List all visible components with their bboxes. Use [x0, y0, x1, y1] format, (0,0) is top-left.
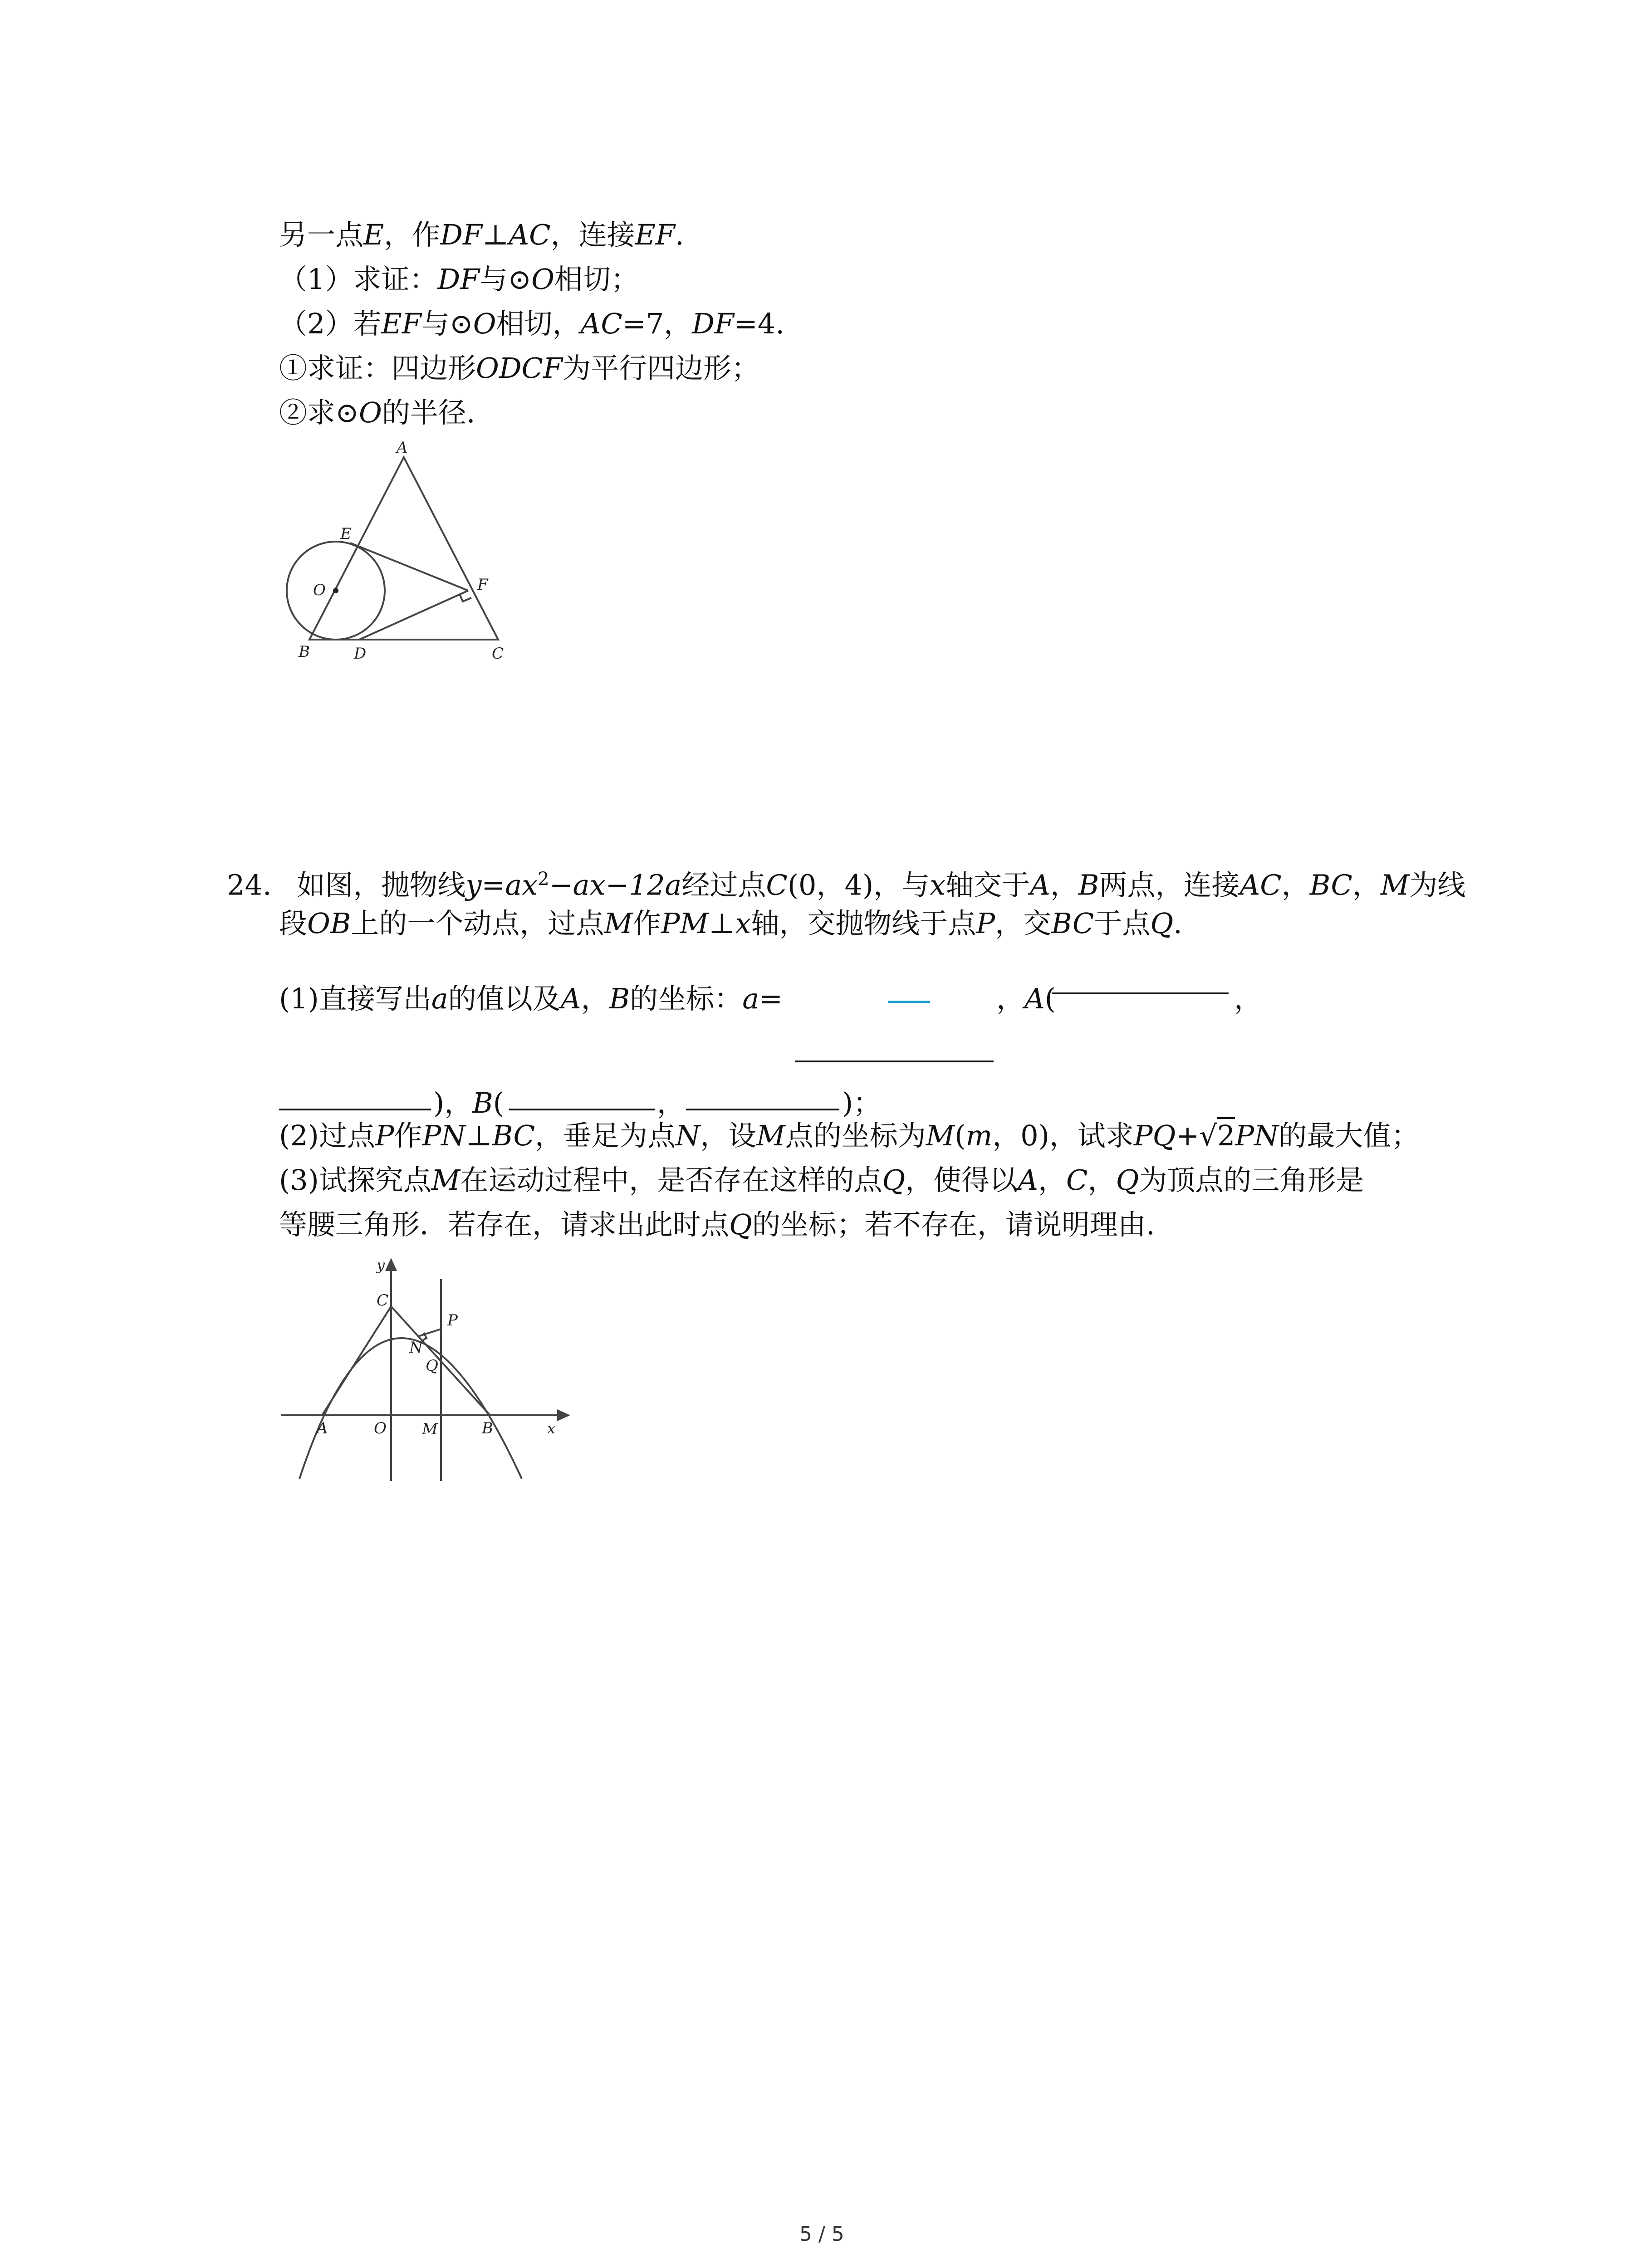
label-F: F — [477, 576, 488, 594]
right-angle-mark-f — [460, 594, 471, 601]
q23-subpart2: ②求⊙O的半径. — [279, 396, 475, 429]
label-E: E — [340, 525, 352, 543]
segment-df — [359, 591, 468, 640]
label-B: B — [299, 643, 310, 661]
segment-ef — [350, 543, 468, 591]
q24-part1-end: )； — [842, 1086, 882, 1119]
q24-parabola-figure — [272, 1252, 581, 1488]
label-M: M — [422, 1420, 438, 1438]
q24-stem-line1: 24. 如图，抛物线$y=ax^2-ax-12a$经过点C(0，4)，与x轴交于A，B两点，连接AC，BC，M为线 — [227, 868, 1466, 902]
answer-blank-bx[interactable] — [509, 1109, 655, 1110]
label-C: C — [377, 1291, 389, 1310]
answer-blank-a-denominator[interactable] — [795, 1061, 994, 1062]
label-A: A — [397, 440, 408, 457]
q24-part1-line2: )，B( — [433, 1086, 504, 1119]
label-x: x — [547, 1420, 556, 1437]
triangle-abc — [309, 457, 498, 640]
label-O: O — [374, 1419, 387, 1437]
answer-blank-by[interactable] — [686, 1109, 839, 1110]
q24-part1-comma-b: ， — [657, 1086, 686, 1119]
q24-stem-line2: 段OB上的一个动点，过点M作PM⊥x轴，交抛物线于点P，交BC于点Q. — [279, 907, 1182, 940]
q24-part3-line1: (3)试探究点M在运动过程中，是否存在这样的点Q，使得以A，C，Q为顶点的三角形是 — [279, 1163, 1364, 1197]
y-axis-arrow — [387, 1260, 396, 1270]
label-N: N — [409, 1339, 423, 1357]
q24-part1-line1: (1)直接写出a的值以及A，B的坐标：a= — [279, 982, 783, 1015]
center-o-dot — [333, 588, 338, 593]
label-A: A — [317, 1419, 328, 1437]
label-O: O — [313, 581, 326, 599]
q23-triangle-circle-figure — [272, 440, 526, 667]
answer-blank-ay[interactable] — [279, 1109, 431, 1110]
q23-part2: （2）若EF与⊙O相切，AC=7，DF=4. — [279, 307, 785, 340]
answer-blank-ax[interactable] — [1052, 992, 1229, 994]
q24-part1-comma: ， — [1234, 982, 1263, 1015]
q24-part1-a-point: ，A( — [996, 982, 1056, 1015]
q24-part2: (2)过点P作PN⊥BC，垂足为点N，设M点的坐标为M(m，0)，试求PQ+√2PN的最大值； — [279, 1118, 1419, 1154]
label-Q: Q — [426, 1357, 438, 1375]
q23-part1: （1）求证：DF与⊙O相切； — [279, 263, 639, 296]
label-D: D — [354, 645, 367, 663]
label-C: C — [492, 645, 504, 663]
label-P: P — [447, 1311, 458, 1330]
page-number: 5 / 5 — [799, 2223, 844, 2246]
q23-intro-line: 另一点E，作DF⊥AC，连接EF. — [279, 218, 684, 251]
fraction-bar-answer-a — [888, 1001, 930, 1003]
parabola — [299, 1338, 522, 1479]
label-B: B — [482, 1419, 493, 1437]
x-axis-arrow — [558, 1411, 568, 1420]
segment-ac — [322, 1306, 391, 1415]
q23-subpart1: ①求证：四边形ODCF为平行四边形； — [279, 352, 760, 385]
segment-pn — [418, 1329, 441, 1336]
label-y: y — [377, 1256, 385, 1274]
q24-part3-line2: 等腰三角形．若存在，请求出此时点Q的坐标；若不存在，请说明理由. — [279, 1208, 1155, 1241]
question-number: 24. — [227, 868, 272, 902]
